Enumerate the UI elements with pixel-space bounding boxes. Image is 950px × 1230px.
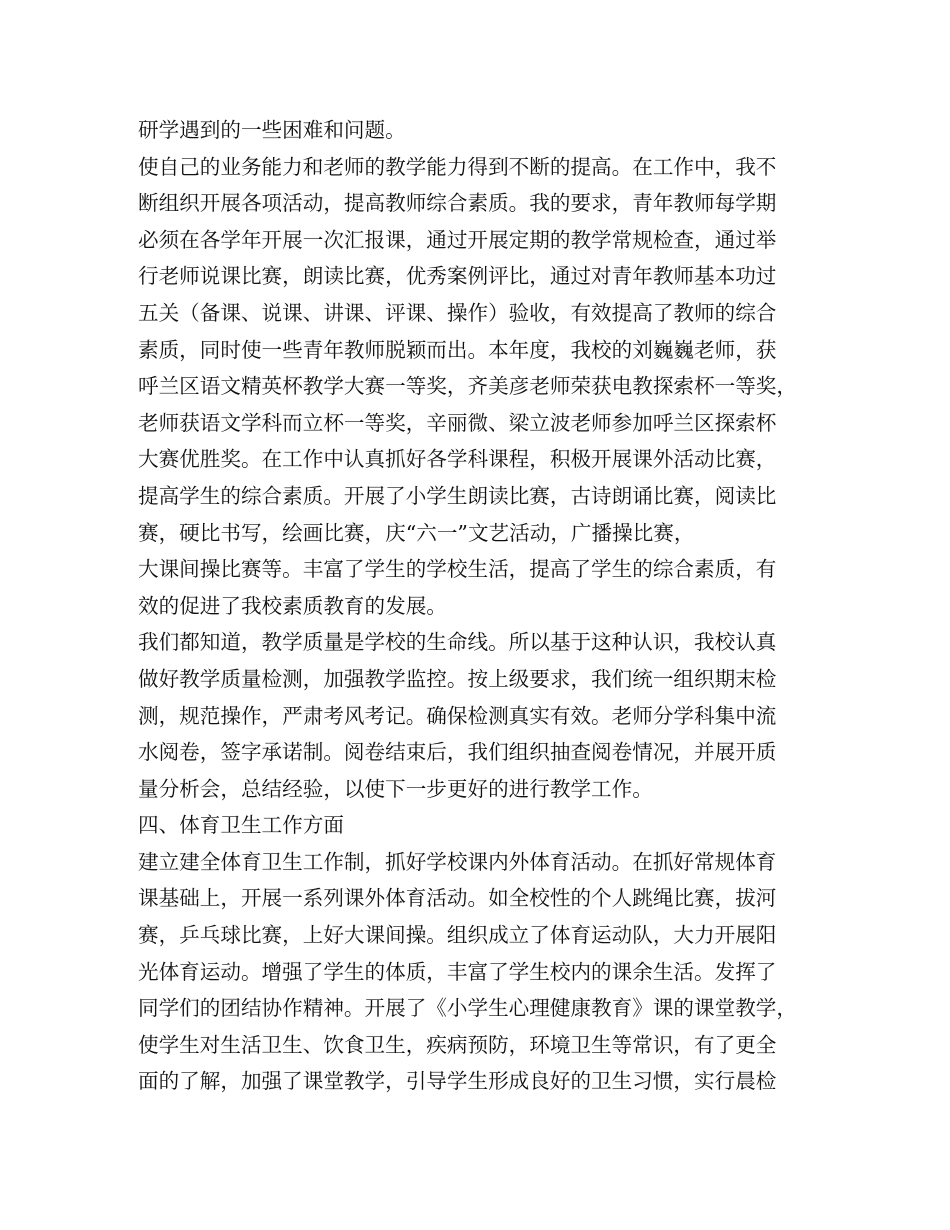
text-line: 素质，同时使一些青年教师脱颖而出。本年度，我校的刘巍巍老师，获 — [138, 337, 777, 362]
text-line: 行老师说课比赛，朗读比赛，优秀案例评比，通过对青年教师基本功过 — [138, 264, 777, 289]
text-line: 呼兰区语文精英杯教学大赛一等奖，齐美彦老师荣获电教探索杯一等奖， — [138, 374, 797, 399]
text-line: 大课间操比赛等。丰富了学生的学校生活，提高了学生的综合素质，有 — [138, 557, 777, 582]
text-line: 必须在各学年开展一次汇报课，通过开展定期的教学常规检查，通过举 — [138, 227, 777, 252]
text-line: 赛，硬比书写，绘画比赛，庆“六一”文艺活动，广播操比赛， — [138, 520, 695, 545]
text-line: 效的促进了我校素质教育的发展。 — [138, 593, 447, 618]
text-line: 水阅卷，签字承诺制。阅卷结束后，我们组织抽查阅卷情况，并展开质 — [138, 740, 777, 765]
text-line: 量分析会，总结经验，以使下一步更好的进行教学工作。 — [138, 776, 653, 801]
section-heading: 四、体育卫生工作方面 — [138, 813, 344, 838]
text-line: 面的了解，加强了课堂教学，引导学生形成良好的卫生习惯，实行晨检 — [138, 1069, 777, 1094]
text-line: 提高学生的综合素质。开展了小学生朗读比赛，古诗朗诵比赛，阅读比 — [138, 483, 777, 508]
text-line: 使学生对生活卫生、饮食卫生，疾病预防，环境卫生等常识，有了更全 — [138, 1032, 777, 1057]
text-line: 五关（备课、说课、讲课、评课、操作）验收，有效提高了教师的综合 — [138, 300, 777, 325]
text-line: 课基础上，开展一系列课外体育活动。如全校性的个人跳绳比赛，拔河 — [138, 886, 777, 911]
text-line: 使自己的业务能力和老师的教学能力得到不断的提高。在工作中，我不 — [138, 154, 777, 179]
document-body — [138, 112, 838, 1100]
text-line: 同学们的团结协作精神。开展了《小学生心理健康教育》课的课堂教学， — [138, 996, 797, 1021]
text-line: 光体育运动。增强了学生的体质，丰富了学生校内的课余生活。发挥了 — [138, 959, 777, 984]
text-line: 测，规范操作，严肃考风考记。确保检测真实有效。老师分学科集中流 — [138, 703, 777, 728]
text-line: 赛，乒乓球比赛，上好大课间操。组织成立了体育运动队，大力开展阳 — [138, 923, 777, 948]
text-line: 研学遇到的一些困难和问题。 — [138, 118, 406, 142]
text-line: 我们都知道，教学质量是学校的生命线。所以基于这种认识，我校认真 — [138, 630, 777, 655]
text-line: 老师获语文学科而立杯一等奖，辛丽微、梁立波老师参加呼兰区探索杯 — [138, 410, 777, 435]
text-line: 大赛优胜奖。在工作中认真抓好各学科课程，积极开展课外活动比赛， — [138, 447, 777, 472]
text-line: 做好教学质量检测，加强教学监控。按上级要求，我们统一组织期末检 — [138, 666, 777, 691]
text-line: 断组织开展各项活动，提高教师综合素质。我的要求，青年教师每学期 — [138, 191, 777, 216]
text-line: 建立建全体育卫生工作制，抓好学校课内外体育活动。在抓好常规体育 — [138, 849, 777, 874]
